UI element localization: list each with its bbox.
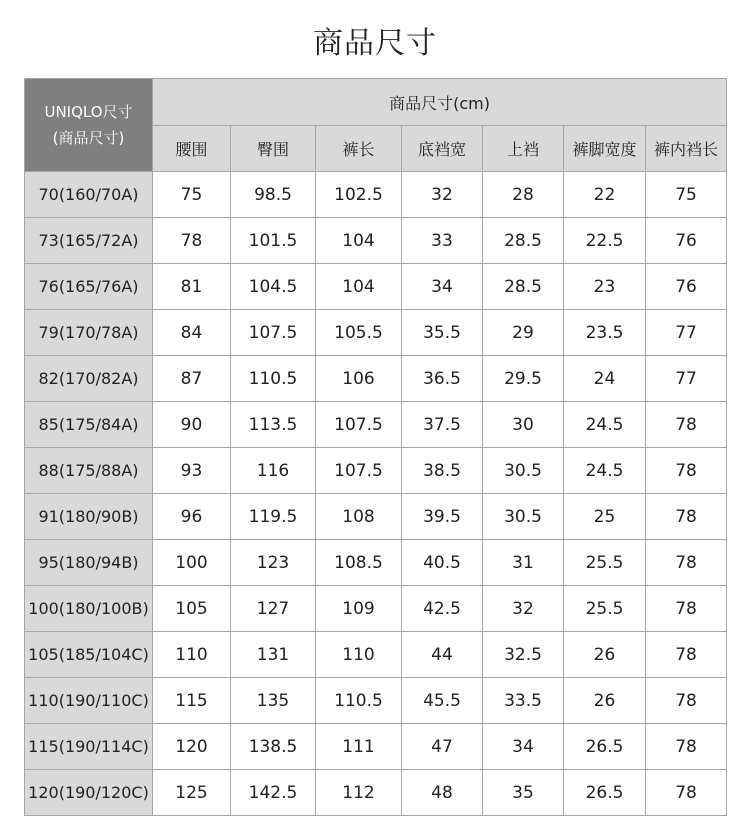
table-cell: 125 <box>153 770 231 816</box>
size-label: 115(190/114C) <box>25 724 153 770</box>
table-row <box>25 632 727 678</box>
table-cell: 28.5 <box>483 218 564 264</box>
table-row <box>25 264 727 310</box>
table-cell: 76 <box>646 264 727 310</box>
table-cell: 24 <box>564 356 646 402</box>
table-cell: 78 <box>646 540 727 586</box>
table-cell: 78 <box>646 632 727 678</box>
table-cell: 135 <box>231 678 316 724</box>
table-cell: 22 <box>564 172 646 218</box>
table-cell: 78 <box>646 678 727 724</box>
table-cell: 32.5 <box>483 632 564 678</box>
table-cell: 110.5 <box>231 356 316 402</box>
table-cell: 108 <box>316 494 402 540</box>
table-cell: 87 <box>153 356 231 402</box>
table-cell: 138.5 <box>231 724 316 770</box>
table-cell: 142.5 <box>231 770 316 816</box>
table-cell: 106 <box>316 356 402 402</box>
table-cell: 25.5 <box>564 586 646 632</box>
table-cell: 22.5 <box>564 218 646 264</box>
size-label: 105(185/104C) <box>25 632 153 678</box>
table-cell: 37.5 <box>402 402 483 448</box>
table-cell: 30.5 <box>483 494 564 540</box>
table-row <box>25 494 727 540</box>
table-cell: 78 <box>646 724 727 770</box>
table-cell: 26 <box>564 678 646 724</box>
table-cell: 24.5 <box>564 448 646 494</box>
table-cell: 104.5 <box>231 264 316 310</box>
table-cell: 110 <box>153 632 231 678</box>
size-label: 110(190/110C) <box>25 678 153 724</box>
table-cell: 113.5 <box>231 402 316 448</box>
table-cell: 30.5 <box>483 448 564 494</box>
table-cell: 116 <box>231 448 316 494</box>
table-cell: 29.5 <box>483 356 564 402</box>
table-cell: 115 <box>153 678 231 724</box>
table-cell: 107.5 <box>231 310 316 356</box>
table-cell: 23 <box>564 264 646 310</box>
column-header: 上裆 <box>483 126 564 172</box>
column-header: 裤长 <box>316 126 402 172</box>
table-cell: 26.5 <box>564 724 646 770</box>
table-cell: 78 <box>646 448 727 494</box>
table-cell: 119.5 <box>231 494 316 540</box>
table-cell: 34 <box>483 724 564 770</box>
table-cell: 109 <box>316 586 402 632</box>
table-cell: 33 <box>402 218 483 264</box>
table-row <box>25 356 727 402</box>
table-cell: 77 <box>646 310 727 356</box>
table-cell: 45.5 <box>402 678 483 724</box>
table-cell: 77 <box>646 356 727 402</box>
table-cell: 28 <box>483 172 564 218</box>
table-row <box>25 540 727 586</box>
table-cell: 75 <box>646 172 727 218</box>
column-header: 底裆宽 <box>402 126 483 172</box>
table-cell: 93 <box>153 448 231 494</box>
table-cell: 111 <box>316 724 402 770</box>
table-cell: 28.5 <box>483 264 564 310</box>
size-label: 79(170/78A) <box>25 310 153 356</box>
size-label: 82(170/82A) <box>25 356 153 402</box>
column-header: 裤脚宽度 <box>564 126 646 172</box>
table-row <box>25 172 727 218</box>
table-cell: 38.5 <box>402 448 483 494</box>
table-cell: 90 <box>153 402 231 448</box>
table-cell: 81 <box>153 264 231 310</box>
table-cell: 104 <box>316 264 402 310</box>
table-cell: 26.5 <box>564 770 646 816</box>
size-label: 70(160/70A) <box>25 172 153 218</box>
table-cell: 100 <box>153 540 231 586</box>
table-row <box>25 402 727 448</box>
size-label: 88(175/88A) <box>25 448 153 494</box>
table-cell: 26 <box>564 632 646 678</box>
corner-header <box>25 79 153 172</box>
table-cell: 110 <box>316 632 402 678</box>
table-row <box>25 770 727 816</box>
table-row <box>25 678 727 724</box>
table-cell: 30 <box>483 402 564 448</box>
table-cell: 33.5 <box>483 678 564 724</box>
table-cell: 47 <box>402 724 483 770</box>
table-cell: 75 <box>153 172 231 218</box>
table-cell: 78 <box>153 218 231 264</box>
table-cell: 84 <box>153 310 231 356</box>
table-cell: 105 <box>153 586 231 632</box>
size-label: 91(180/90B) <box>25 494 153 540</box>
table-cell: 34 <box>402 264 483 310</box>
table-cell: 35.5 <box>402 310 483 356</box>
table-cell: 24.5 <box>564 402 646 448</box>
table-cell: 127 <box>231 586 316 632</box>
table-cell: 78 <box>646 586 727 632</box>
table-cell: 105.5 <box>316 310 402 356</box>
table-cell: 25.5 <box>564 540 646 586</box>
table-row <box>25 724 727 770</box>
corner-header-line2: (商品尺寸) <box>52 129 125 147</box>
column-header: 腰围 <box>153 126 231 172</box>
table-cell: 104 <box>316 218 402 264</box>
table-cell: 107.5 <box>316 402 402 448</box>
size-label: 85(175/84A) <box>25 402 153 448</box>
size-table <box>24 78 727 816</box>
table-cell: 78 <box>646 770 727 816</box>
page-title: 商品尺寸 <box>313 26 437 61</box>
table-cell: 131 <box>231 632 316 678</box>
table-cell: 42.5 <box>402 586 483 632</box>
size-label: 76(165/76A) <box>25 264 153 310</box>
group-header: 商品尺寸(cm) <box>153 79 727 126</box>
table-cell: 110.5 <box>316 678 402 724</box>
table-cell: 76 <box>646 218 727 264</box>
table-cell: 44 <box>402 632 483 678</box>
table-cell: 120 <box>153 724 231 770</box>
size-label: 95(180/94B) <box>25 540 153 586</box>
table-cell: 40.5 <box>402 540 483 586</box>
table-row <box>25 218 727 264</box>
table-cell: 48 <box>402 770 483 816</box>
corner-header-line1: UNIQLO尺寸 <box>44 103 133 121</box>
table-cell: 108.5 <box>316 540 402 586</box>
table-cell: 78 <box>646 494 727 540</box>
column-header: 臀围 <box>231 126 316 172</box>
table-row <box>25 310 727 356</box>
table-cell: 107.5 <box>316 448 402 494</box>
table-cell: 32 <box>402 172 483 218</box>
table-cell: 39.5 <box>402 494 483 540</box>
size-label: 73(165/72A) <box>25 218 153 264</box>
table-cell: 25 <box>564 494 646 540</box>
table-cell: 23.5 <box>564 310 646 356</box>
size-label: 120(190/120C) <box>25 770 153 816</box>
column-header: 裤内裆长 <box>646 126 727 172</box>
table-cell: 35 <box>483 770 564 816</box>
table-cell: 29 <box>483 310 564 356</box>
table-cell: 78 <box>646 402 727 448</box>
table-row <box>25 586 727 632</box>
table-cell: 31 <box>483 540 564 586</box>
table-cell: 112 <box>316 770 402 816</box>
table-cell: 102.5 <box>316 172 402 218</box>
table-cell: 36.5 <box>402 356 483 402</box>
table-cell: 96 <box>153 494 231 540</box>
table-cell: 123 <box>231 540 316 586</box>
table-cell: 32 <box>483 586 564 632</box>
table-cell: 101.5 <box>231 218 316 264</box>
size-label: 100(180/100B) <box>25 586 153 632</box>
table-body <box>25 172 727 816</box>
table-cell: 98.5 <box>231 172 316 218</box>
table-row <box>25 448 727 494</box>
